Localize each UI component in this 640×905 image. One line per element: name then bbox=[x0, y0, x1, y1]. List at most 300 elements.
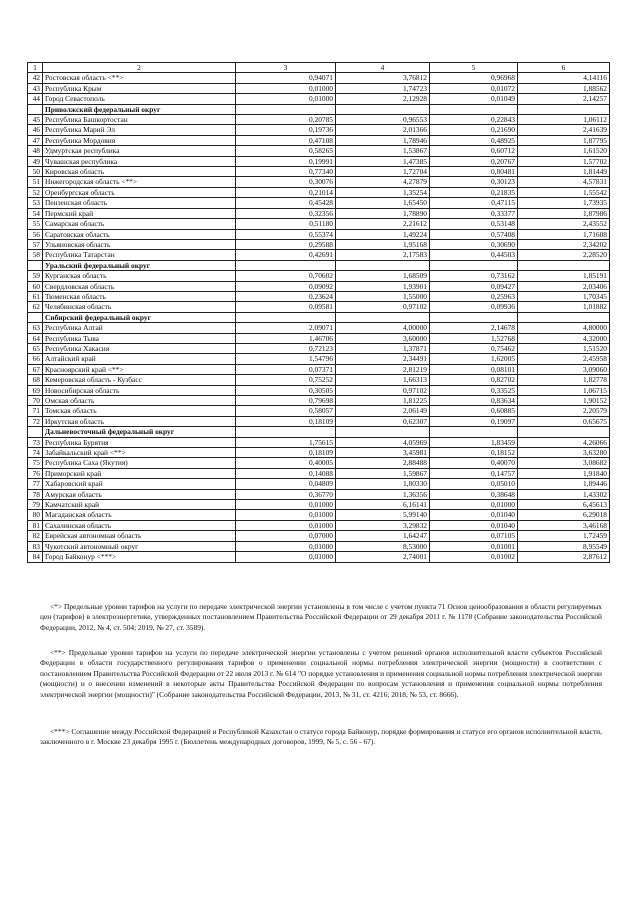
table-row bbox=[28, 291, 610, 301]
value-col-5: 0,73162 bbox=[430, 271, 518, 281]
table-row bbox=[28, 479, 610, 489]
header-col-1: 1 bbox=[28, 63, 43, 73]
row-number: 59 bbox=[28, 271, 43, 281]
value-col-6: 6,29018 bbox=[518, 510, 610, 520]
value-col-5: 0,21835 bbox=[430, 187, 518, 197]
value-col-3: 0,70602 bbox=[236, 271, 336, 281]
row-number: 66 bbox=[28, 354, 43, 364]
value-col-4: 5,99140 bbox=[336, 510, 430, 520]
value-col-5: 0,19097 bbox=[430, 416, 518, 426]
value-col-3: 1,75615 bbox=[236, 437, 336, 447]
row-number: 84 bbox=[28, 552, 43, 562]
value-col-4: 2,34491 bbox=[336, 354, 430, 364]
value-col-3: 0,01000 bbox=[236, 520, 336, 530]
value-col-3: 1,46706 bbox=[236, 333, 336, 343]
value-col-4: 1,81225 bbox=[336, 396, 430, 406]
row-number: 67 bbox=[28, 364, 43, 374]
value-col-5: 0,33377 bbox=[430, 208, 518, 218]
row-number: 47 bbox=[28, 135, 43, 145]
footnote-3 bbox=[40, 727, 602, 748]
row-number: 83 bbox=[28, 541, 43, 551]
row-number: 48 bbox=[28, 146, 43, 156]
value-col-3: 0,58265 bbox=[236, 146, 336, 156]
value-col-3: 0,19991 bbox=[236, 156, 336, 166]
value-col-6: 1,90152 bbox=[518, 396, 610, 406]
value-col-3: 0,36770 bbox=[236, 489, 336, 499]
region-name: Приволжский федеральный округ bbox=[43, 104, 236, 114]
row-number: 79 bbox=[28, 500, 43, 510]
value-col-6: 3,08682 bbox=[518, 458, 610, 468]
value-col-4: 2,06149 bbox=[336, 406, 430, 416]
subject-name: Самарская область bbox=[43, 219, 236, 229]
row-number: 72 bbox=[28, 416, 43, 426]
value-col-3: 0,07371 bbox=[236, 364, 336, 374]
row-number: 42 bbox=[28, 73, 43, 83]
value-col-4: 6,16141 bbox=[336, 500, 430, 510]
value-col-3: 0,30076 bbox=[236, 177, 336, 187]
value-col-3: 0,09092 bbox=[236, 281, 336, 291]
value-col-3: 0,58057 bbox=[236, 406, 336, 416]
value-col-4: 1,68509 bbox=[336, 271, 430, 281]
value-col-4: 2,88488 bbox=[336, 458, 430, 468]
table-row bbox=[28, 219, 610, 229]
value-col-4: 0,96553 bbox=[336, 115, 430, 125]
footnote-1 bbox=[40, 602, 602, 633]
value-col-5: 0,40070 bbox=[430, 458, 518, 468]
value-col-5: 0,48925 bbox=[430, 135, 518, 145]
value-col-5: 0,60712 bbox=[430, 146, 518, 156]
value-col-6: 2,45958 bbox=[518, 354, 610, 364]
row-number: 62 bbox=[28, 302, 43, 312]
table-row bbox=[28, 385, 610, 395]
table-row bbox=[28, 552, 610, 562]
value-col-6: 3,09060 bbox=[518, 364, 610, 374]
table-row bbox=[28, 531, 610, 541]
value-col-4: 2,21612 bbox=[336, 219, 430, 229]
value-col-6: 6,45613 bbox=[518, 500, 610, 510]
row-number: 71 bbox=[28, 406, 43, 416]
table-row bbox=[28, 146, 610, 156]
subject-name: Челябинская область bbox=[43, 302, 236, 312]
value-col-4: 4,00000 bbox=[336, 323, 430, 333]
subject-name: Ростовская область <**> bbox=[43, 73, 236, 83]
empty-cell bbox=[336, 312, 430, 322]
table-row bbox=[28, 354, 610, 364]
value-col-3: 0,01000 bbox=[236, 83, 336, 93]
table-row bbox=[28, 125, 610, 135]
value-col-6: 1,72459 bbox=[518, 531, 610, 541]
subject-name: Пензенская область bbox=[43, 198, 236, 208]
value-col-6: 3,46168 bbox=[518, 520, 610, 530]
table-row bbox=[28, 510, 610, 520]
subject-name: Республика Саха (Якутия) bbox=[43, 458, 236, 468]
header-col-2: 2 bbox=[43, 63, 236, 73]
value-col-4: 1,47385 bbox=[336, 156, 430, 166]
table-row bbox=[28, 239, 610, 249]
row-number: 73 bbox=[28, 437, 43, 447]
empty-cell bbox=[430, 312, 518, 322]
empty-cell bbox=[518, 312, 610, 322]
value-col-5: 0,01040 bbox=[430, 510, 518, 520]
table-row bbox=[28, 468, 610, 478]
value-col-5: 0,01002 bbox=[430, 552, 518, 562]
value-col-3: 0,23624 bbox=[236, 291, 336, 301]
value-col-6: 0,65675 bbox=[518, 416, 610, 426]
value-col-4: 1,59867 bbox=[336, 468, 430, 478]
value-col-6: 2,14257 bbox=[518, 94, 610, 104]
value-col-3: 0,01000 bbox=[236, 510, 336, 520]
table-row bbox=[28, 187, 610, 197]
value-col-5: 0,09936 bbox=[430, 302, 518, 312]
value-col-5: 0,07105 bbox=[430, 531, 518, 541]
value-col-6: 1,71608 bbox=[518, 229, 610, 239]
table-row bbox=[28, 333, 610, 343]
table-row bbox=[28, 94, 610, 104]
subject-name: Кемеровская область - Кузбасс bbox=[43, 375, 236, 385]
row-number: 60 bbox=[28, 281, 43, 291]
empty-cell bbox=[430, 260, 518, 270]
value-col-5: 0,14757 bbox=[430, 468, 518, 478]
value-col-5: 2,14678 bbox=[430, 323, 518, 333]
subject-name: Омская область bbox=[43, 396, 236, 406]
table-row bbox=[28, 135, 610, 145]
table-row bbox=[28, 271, 610, 281]
subject-name: Сахалинская область bbox=[43, 520, 236, 530]
empty-cell bbox=[236, 427, 336, 437]
value-col-6: 2,43552 bbox=[518, 219, 610, 229]
region-name: Сибирский федеральный округ bbox=[43, 312, 236, 322]
value-col-4: 2,17583 bbox=[336, 250, 430, 260]
value-col-5: 0,30123 bbox=[430, 177, 518, 187]
table-row bbox=[28, 73, 610, 83]
value-col-3: 0,30505 bbox=[236, 385, 336, 395]
row-number: 53 bbox=[28, 198, 43, 208]
header-col-4: 4 bbox=[336, 63, 430, 73]
value-col-3: 0,47108 bbox=[236, 135, 336, 145]
value-col-6: 1,81449 bbox=[518, 167, 610, 177]
empty-cell bbox=[336, 427, 430, 437]
value-col-5: 0,82702 bbox=[430, 375, 518, 385]
table-row bbox=[28, 177, 610, 187]
value-col-4: 0,97102 bbox=[336, 302, 430, 312]
value-col-5: 1,52768 bbox=[430, 333, 518, 343]
value-col-6: 4,32000 bbox=[518, 333, 610, 343]
value-col-4: 1,78890 bbox=[336, 208, 430, 218]
row-number: 45 bbox=[28, 115, 43, 125]
value-col-6: 1,01882 bbox=[518, 302, 610, 312]
value-col-5: 0,25963 bbox=[430, 291, 518, 301]
value-col-6: 1,70345 bbox=[518, 291, 610, 301]
value-col-3: 0,29588 bbox=[236, 239, 336, 249]
subject-name: Амурская область bbox=[43, 489, 236, 499]
subject-name: Еврейская автономная область bbox=[43, 531, 236, 541]
row-number: 64 bbox=[28, 333, 43, 343]
value-col-3: 0,77340 bbox=[236, 167, 336, 177]
value-col-4: 2,81219 bbox=[336, 364, 430, 374]
table-row bbox=[28, 406, 610, 416]
value-col-3: 0,55374 bbox=[236, 229, 336, 239]
table-row bbox=[28, 198, 610, 208]
value-col-5: 0,05010 bbox=[430, 479, 518, 489]
value-col-4: 1,72704 bbox=[336, 167, 430, 177]
value-col-5: 0,01040 bbox=[430, 520, 518, 530]
value-col-4: 1,64247 bbox=[336, 531, 430, 541]
table-row bbox=[28, 437, 610, 447]
value-col-5: 0,08101 bbox=[430, 364, 518, 374]
value-col-3: 0,51180 bbox=[236, 219, 336, 229]
row-number: 81 bbox=[28, 520, 43, 530]
empty-cell bbox=[236, 260, 336, 270]
region-name: Уральский федеральный округ bbox=[43, 260, 236, 270]
table-row bbox=[28, 489, 610, 499]
tariff-table bbox=[27, 62, 610, 563]
subject-name: Оренбургская область bbox=[43, 187, 236, 197]
value-col-6: 1,82778 bbox=[518, 375, 610, 385]
row-number: 55 bbox=[28, 219, 43, 229]
value-col-3: 0,40005 bbox=[236, 458, 336, 468]
value-col-4: 1,37871 bbox=[336, 343, 430, 353]
value-col-3: 0,94071 bbox=[236, 73, 336, 83]
subject-name: Нижегородская область <**> bbox=[43, 177, 236, 187]
value-col-4: 1,80330 bbox=[336, 479, 430, 489]
footnote-3-text: <***> Соглашение между Российской Федерацией и Республикой Казахстан о статусе города Байконур, порядке формирования и статусе его органов исполнительной власти, заключенного в г. Москве 23 декабря 1995 г. (Бюллетень международных договоров, 1999, № 5, с. 56 - 67). bbox=[40, 727, 602, 747]
empty-cell bbox=[518, 260, 610, 270]
row-number: 49 bbox=[28, 156, 43, 166]
value-col-3: 0,01000 bbox=[236, 541, 336, 551]
value-col-4: 1,95168 bbox=[336, 239, 430, 249]
value-col-5: 0,22843 bbox=[430, 115, 518, 125]
empty-cell bbox=[236, 312, 336, 322]
row-number: 54 bbox=[28, 208, 43, 218]
empty-cell bbox=[336, 260, 430, 270]
value-col-4: 1,78946 bbox=[336, 135, 430, 145]
value-col-5: 0,01000 bbox=[430, 500, 518, 510]
value-col-3: 0,04809 bbox=[236, 479, 336, 489]
table-row bbox=[28, 208, 610, 218]
value-col-4: 3,76812 bbox=[336, 73, 430, 83]
table-row bbox=[28, 448, 610, 458]
table-row bbox=[28, 364, 610, 374]
subject-name: Красноярский край <**> bbox=[43, 364, 236, 374]
value-col-6: 4,26066 bbox=[518, 437, 610, 447]
subject-name: Саратовская область bbox=[43, 229, 236, 239]
value-col-3: 2,09071 bbox=[236, 323, 336, 333]
table-row bbox=[28, 520, 610, 530]
value-col-6: 2,41639 bbox=[518, 125, 610, 135]
region-row-number-cell bbox=[28, 427, 43, 437]
header-col-3: 3 bbox=[236, 63, 336, 73]
value-col-6: 4,14116 bbox=[518, 73, 610, 83]
subject-name: Томская область bbox=[43, 406, 236, 416]
table-row bbox=[28, 323, 610, 333]
value-col-5: 0,96968 bbox=[430, 73, 518, 83]
value-col-4: 1,55000 bbox=[336, 291, 430, 301]
subject-name: Хабаровский край bbox=[43, 479, 236, 489]
header-col-5: 5 bbox=[430, 63, 518, 73]
subject-name: Республика Алтай bbox=[43, 323, 236, 333]
value-col-4: 1,49224 bbox=[336, 229, 430, 239]
value-col-6: 1,85191 bbox=[518, 271, 610, 281]
region-row-number-cell bbox=[28, 260, 43, 270]
value-col-4: 2,74001 bbox=[336, 552, 430, 562]
value-col-5: 0,33525 bbox=[430, 385, 518, 395]
value-col-3: 0,14088 bbox=[236, 468, 336, 478]
subject-name: Республика Бурятия bbox=[43, 437, 236, 447]
region-row-number-cell bbox=[28, 104, 43, 114]
value-col-5: 0,80481 bbox=[430, 167, 518, 177]
row-number: 65 bbox=[28, 343, 43, 353]
value-col-4: 2,12928 bbox=[336, 94, 430, 104]
value-col-4: 1,35254 bbox=[336, 187, 430, 197]
value-col-5: 0,75462 bbox=[430, 343, 518, 353]
value-col-5: 1,62005 bbox=[430, 354, 518, 364]
value-col-4: 1,36356 bbox=[336, 489, 430, 499]
value-col-4: 3,29832 bbox=[336, 520, 430, 530]
value-col-3: 1,54796 bbox=[236, 354, 336, 364]
subject-name: Город Байконур <***> bbox=[43, 552, 236, 562]
value-col-5: 0,20767 bbox=[430, 156, 518, 166]
table-row bbox=[28, 396, 610, 406]
row-number: 52 bbox=[28, 187, 43, 197]
value-col-6: 1,88562 bbox=[518, 83, 610, 93]
header-col-6: 6 bbox=[518, 63, 610, 73]
value-col-3: 0,75252 bbox=[236, 375, 336, 385]
table-row bbox=[28, 281, 610, 291]
subject-name: Новосибирская область bbox=[43, 385, 236, 395]
region-row bbox=[28, 312, 610, 322]
subject-name: Свердловская область bbox=[43, 281, 236, 291]
subject-name: Республика Башкортостан bbox=[43, 115, 236, 125]
region-name: Дальневосточный федеральный округ bbox=[43, 427, 236, 437]
subject-name: Город Севастополь bbox=[43, 94, 236, 104]
value-col-5: 0,21690 bbox=[430, 125, 518, 135]
table-row bbox=[28, 115, 610, 125]
region-row bbox=[28, 260, 610, 270]
value-col-6: 1,51520 bbox=[518, 343, 610, 353]
subject-name: Приморский край bbox=[43, 468, 236, 478]
value-col-5: 0,44503 bbox=[430, 250, 518, 260]
value-col-6: 1,57702 bbox=[518, 156, 610, 166]
value-col-4: 4,05969 bbox=[336, 437, 430, 447]
row-number: 63 bbox=[28, 323, 43, 333]
empty-cell bbox=[518, 104, 610, 114]
value-col-4: 3,60000 bbox=[336, 333, 430, 343]
subject-name: Чувашская республика bbox=[43, 156, 236, 166]
subject-name: Чукотский автономный округ bbox=[43, 541, 236, 551]
table-row bbox=[28, 250, 610, 260]
value-col-3: 0,18109 bbox=[236, 448, 336, 458]
value-col-3: 0,01000 bbox=[236, 552, 336, 562]
value-col-5: 0,57408 bbox=[430, 229, 518, 239]
row-number: 44 bbox=[28, 94, 43, 104]
value-col-6: 2,34202 bbox=[518, 239, 610, 249]
subject-name: Республика Марий Эл bbox=[43, 125, 236, 135]
value-col-5: 0,30690 bbox=[430, 239, 518, 249]
footnote-2-text: <**> Предельные уровни тарифов на услуги по передаче электрической энергии установлены с учетом решений органов исполнительной власти субъектов Российской Федерации в области государственного регулирования тарифов о применении социальной нормы потребления электрической энергии (мощности) в соответствии с постановлением Правительства Российской Федерации от 22 июля 2013 г. № 614 "О порядке установления и применения социальной нормы потребления электрической энергии (мощности) и о внесении изменений в некоторые акты Правительства Российской Федерации по вопросам установления и применения социальной нормы потребления электрической энергии (мощности)" (Собрание законодательства Российской Федерации, 2013, № 31, ст. 4216; 2018, № 53, ст. 8666). bbox=[40, 648, 602, 699]
value-col-6: 1,61520 bbox=[518, 146, 610, 156]
row-number: 77 bbox=[28, 479, 43, 489]
value-col-5: 0,47115 bbox=[430, 198, 518, 208]
empty-cell bbox=[430, 427, 518, 437]
value-col-3: 0,20785 bbox=[236, 115, 336, 125]
table-row bbox=[28, 500, 610, 510]
value-col-6: 3,63280 bbox=[518, 448, 610, 458]
value-col-6: 1,87795 bbox=[518, 135, 610, 145]
value-col-4: 1,74723 bbox=[336, 83, 430, 93]
table-body bbox=[28, 63, 610, 563]
value-col-5: 0,83634 bbox=[430, 396, 518, 406]
table-row bbox=[28, 343, 610, 353]
value-col-5: 0,18152 bbox=[430, 448, 518, 458]
subject-name: Магаданская область bbox=[43, 510, 236, 520]
row-number: 51 bbox=[28, 177, 43, 187]
value-col-4: 1,66313 bbox=[336, 375, 430, 385]
region-row bbox=[28, 427, 610, 437]
row-number: 68 bbox=[28, 375, 43, 385]
value-col-4: 4,27879 bbox=[336, 177, 430, 187]
value-col-6: 2,87612 bbox=[518, 552, 610, 562]
row-number: 70 bbox=[28, 396, 43, 406]
value-col-6: 1,55542 bbox=[518, 187, 610, 197]
row-number: 75 bbox=[28, 458, 43, 468]
subject-name: Республика Татарстан bbox=[43, 250, 236, 260]
footnote-1-text: <*> Предельные уровни тарифов на услуги по передаче электрической энергии установлены в том числе с учетом пункта 71 Основ ценообразования в области регулируемых цен (тарифов) в электроэнергетике, утвержденных постановлением Правительства Российской Федерации от 29 декабря 2011 г. № 1178 (Собрание законодательства Российской Федерации, 2012, № 4, ст. 504; 2019, № 27, ст. 3589). bbox=[40, 602, 602, 632]
table-row bbox=[28, 375, 610, 385]
value-col-3: 0,09581 bbox=[236, 302, 336, 312]
table-row bbox=[28, 83, 610, 93]
value-col-4: 0,97102 bbox=[336, 385, 430, 395]
subject-name: Удмуртская республика bbox=[43, 146, 236, 156]
row-number: 80 bbox=[28, 510, 43, 520]
value-col-5: 0,60885 bbox=[430, 406, 518, 416]
row-number: 50 bbox=[28, 167, 43, 177]
subject-name: Алтайский край bbox=[43, 354, 236, 364]
value-col-4: 3,45981 bbox=[336, 448, 430, 458]
value-col-4: 0,62307 bbox=[336, 416, 430, 426]
value-col-3: 0,07000 bbox=[236, 531, 336, 541]
table-row bbox=[28, 458, 610, 468]
value-col-3: 0,42691 bbox=[236, 250, 336, 260]
row-number: 56 bbox=[28, 229, 43, 239]
empty-cell bbox=[430, 104, 518, 114]
value-col-3: 0,32356 bbox=[236, 208, 336, 218]
region-row-number-cell bbox=[28, 312, 43, 322]
subject-name: Ульяновская область bbox=[43, 239, 236, 249]
row-number: 74 bbox=[28, 448, 43, 458]
value-col-4: 1,93901 bbox=[336, 281, 430, 291]
value-col-4: 1,53867 bbox=[336, 146, 430, 156]
value-col-3: 0,21014 bbox=[236, 187, 336, 197]
footnote-2 bbox=[40, 648, 602, 700]
empty-cell bbox=[518, 427, 610, 437]
empty-cell bbox=[236, 104, 336, 114]
table-row bbox=[28, 167, 610, 177]
row-number: 43 bbox=[28, 83, 43, 93]
subject-name: Кировская область bbox=[43, 167, 236, 177]
value-col-5: 0,01072 bbox=[430, 83, 518, 93]
value-col-4: 2,01366 bbox=[336, 125, 430, 135]
value-col-3: 0,19736 bbox=[236, 125, 336, 135]
subject-name: Пермский край bbox=[43, 208, 236, 218]
row-number: 61 bbox=[28, 291, 43, 301]
value-col-6: 4,80000 bbox=[518, 323, 610, 333]
value-col-5: 0,01001 bbox=[430, 541, 518, 551]
subject-name: Иркутская область bbox=[43, 416, 236, 426]
row-number: 57 bbox=[28, 239, 43, 249]
value-col-6: 1,87986 bbox=[518, 208, 610, 218]
value-col-6: 4,57831 bbox=[518, 177, 610, 187]
value-col-3: 0,45428 bbox=[236, 198, 336, 208]
